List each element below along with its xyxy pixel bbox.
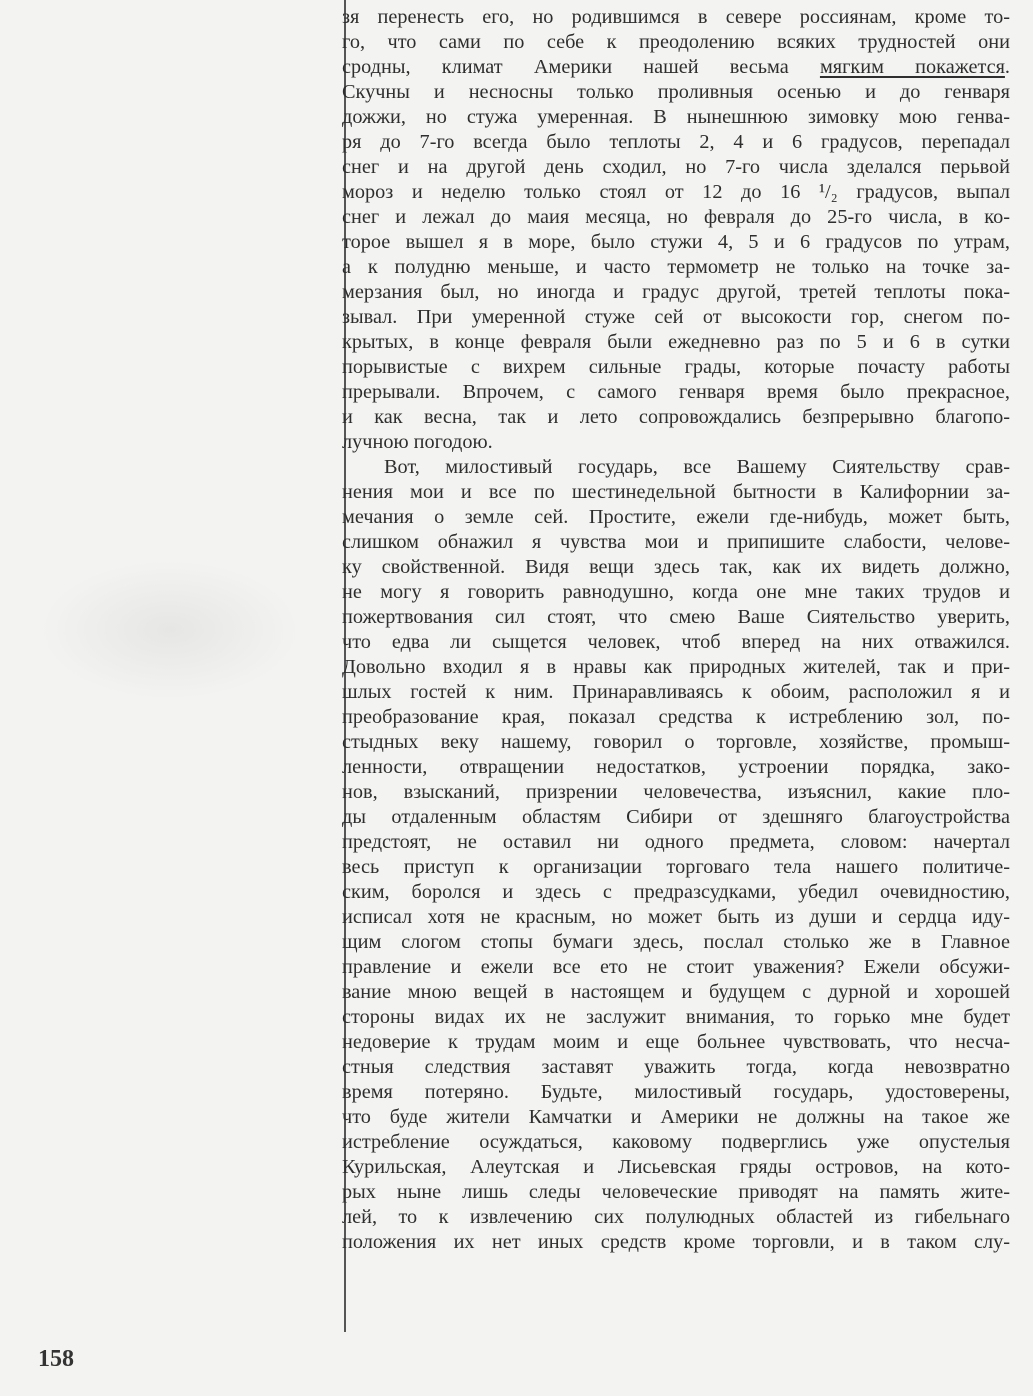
text-line: что едва ли сыщется человек, чтоб вперед на них отважился. [342,631,1010,653]
text-line: правление и ежели все ето не стоит уважения? Ежели обсужи- [342,956,1010,978]
text-line: зывал. При умеренной стуже сей от высокости гор, снегом по- [342,306,1010,328]
text-segment: . [1004,56,1010,78]
paragraph [342,5,1010,455]
text-line: лучною погодою. [342,431,493,453]
underlined-phrase: мягким покажется [819,56,1005,78]
text-line: рых ныне лишь следы человеческие приводят на память жите- [342,1181,1010,1203]
text-line: го, что сами по себе к преодолению всяких трудностей они [342,31,1010,53]
text-line: дожжи, но стужа умеренная. В нынешнюю зимовку мою генва- [342,106,1010,128]
text-line: лей, то к извлечению сих полулюдных областей из гибельнаго [342,1206,1010,1228]
text-line: Довольно входил я в нравы как природных жителей, так и при- [342,656,1010,678]
text-line: ку свойственной. Видя вещи здесь так, как их видеть должно, [342,556,1010,578]
paragraph [342,455,1010,1255]
text-line: снег и на другой день сходил, но 7-го числа зделался перьвой [342,156,1010,178]
text-line: нения мои и все по шестинедельной бытности в Калифорнии за- [342,481,1010,503]
text-line: преобразование края, показал средства к истреблению зол, по- [342,706,1010,728]
text-line: недоверие к трудам моим и еще больнее чувствовать, что несча- [342,1031,1010,1053]
text-line: время потеряно. Будьте, милостивый государь, удостоверены, [342,1081,1010,1103]
text-line: вание мною вещей в настоящем и будущем с дурной и хорошей [342,981,1010,1003]
text-line: весь приступ к организации торговаго тела нашего политиче- [342,856,1010,878]
text-line: положения их нет иных средств кроме торговли, и в таком слу- [342,1231,1010,1253]
text-line: не могу я говорить равнодушно, когда оне мне таких трудов и [342,581,1010,603]
text-line: слишком обнажил я чувства мои и припишите слабости, челове- [342,531,1010,553]
page-number: 158 [38,1346,74,1372]
text-line: стныя следствия заставят уважить тогда, когда невозвратно [342,1056,1010,1078]
text-segment: сродны, климат Америки нашей весьма [342,56,820,78]
text-line: снег и лежал до маия месяца, но февраля до 25-го числа, в ко- [342,206,1010,228]
text-line: пожертвования сил стоят, что смею Ваше Сиятельство уверить, [342,606,1010,628]
scan-smudge [40,560,300,700]
text-line: ря до 7-го всегда было теплоты 2, 4 и 6 градусов, перепадал [342,131,1010,153]
text-line: мечания о земле сей. Простите, ежели где-нибудь, может быть, [342,506,1010,528]
text-line: порывистые с вихрем сильные грады, которые почасту работы [342,356,1010,378]
text-line: нов, взысканий, призрении человечества, изъяснил, какие пло- [342,781,1010,803]
text-line: торое вышел я в море, было стужи 4, 5 и 6 градусов по утрам, [342,231,1010,253]
text-line: шлых гостей к ним. Принаравливаясь к обоим, расположил я и [342,681,1010,703]
text-line: крытых, в конце февраля были ежедневно раз по 5 и 6 в сутки [342,331,1010,353]
text-line: Вот, милостивый государь, все Вашему Сиятельству срав- [384,456,1010,478]
text-line: что буде жители Камчатки и Америки не должны на такое же [342,1106,1010,1128]
text-column [342,5,1010,1255]
text-line: ским, боролся и здесь с предразсудками, убедил очевидностию, [342,881,1010,903]
text-line: зя перенесть его, но родившимся в севере россиянам, кроме то- [342,6,1010,28]
text-line: мерзания был, но иногда и градус другой, третей теплоты пока- [342,281,1010,303]
text-line: а к полудню меньше, и часто термометр не только на точке за- [342,256,1010,278]
text-line: предстоят, не оставил ни одного предмета, словом: начертал [342,831,1010,853]
text-line: истребление осуждаться, каковому подверглись уже опустелыя [342,1131,1010,1153]
text-line: щим слогом стопы бумаги здесь, послал столько же в Главное [342,931,1010,953]
text-line: и как весна, так и лето сопровождались безпрерывно благопо- [342,406,1010,428]
text-line: прерывали. Впрочем, с самого генваря время было прекрасное, [342,381,1010,403]
text-line: ды отдаленным областям Сибири от здешняго благоустройства [342,806,1010,828]
text-line [342,55,1010,80]
text-line: исписал хотя не красным, но может быть из души и сердца иду- [342,906,1010,928]
text-line: стыдных веку нашему, говорил о торговле, хозяйстве, промыш- [342,731,1010,753]
text-line: Курильская, Алеутская и Лисьевская гряды островов, на кото- [342,1156,1010,1178]
text-line: Скучны и несносны только проливныя осенью и до генваря [342,81,1010,103]
text-line: стороны видах их не заслужит внимания, то горько мне будет [342,1006,1010,1028]
text-line: мороз и неделю только стоял от 12 до 16 ¹/₂ градусов, выпал [342,181,1010,203]
text-line: ленности, отвращении недостатков, устроении порядка, зако- [342,756,1010,778]
